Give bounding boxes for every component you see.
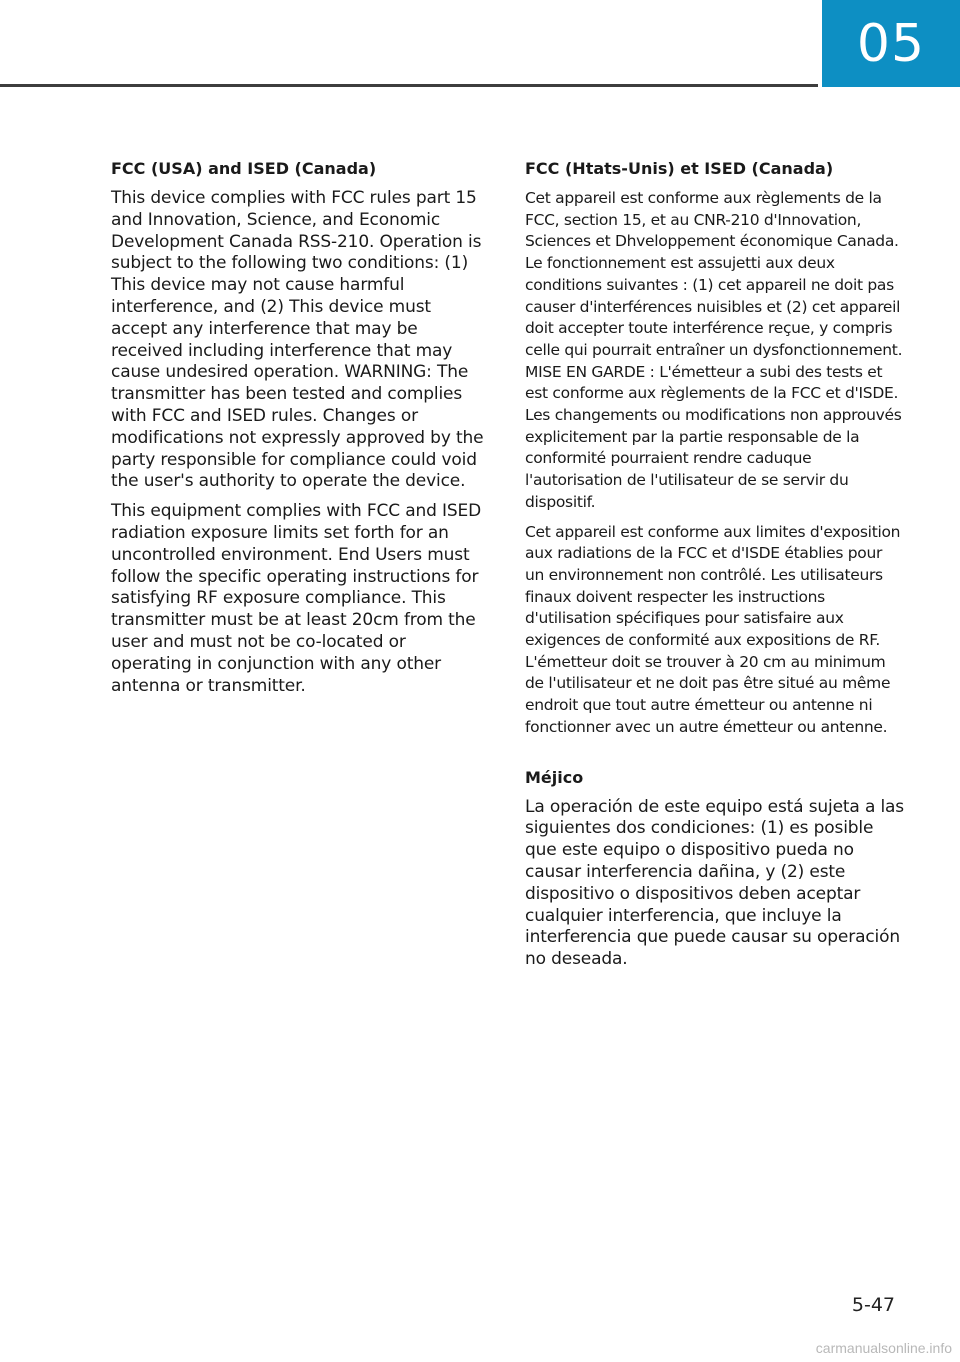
radiation-exposure-french-paragraph: Cet appareil est conforme aux limites d'exposition aux radiations de la FCC et d'ISDE établies pour un environnement non contrôlé. Les utilisateurs finaux doivent respecter les instructions d'utilisation spécifiques pour satisfaire aux exigences de conformité aux expositions de RF. L'émetteur doit se trouver à 20 cm au minimum de l'utilisateur et ne doit pas être situé au même endroit que tout autre émetteur ou antenne ni fonctionner avec un autre émetteur ou antenne. [525, 522, 901, 736]
fcc-ised-heading: FCC (USA) and ISED (Canada) [111, 159, 377, 178]
mexico-heading: Méjico [525, 767, 584, 787]
chapter-tab [822, 0, 960, 87]
section-gap [525, 747, 905, 767]
fcc-ised-french-heading: FCC (Htats-Unis) et ISED (Canada) [525, 159, 834, 178]
watermark-text: carmanualsonline.info [815, 1340, 952, 1356]
chapter-number: 05 [856, 13, 926, 74]
fcc-compliance-paragraph: This device complies with FCC rules part 15 and Innovation, Science, and Economic Development Canada RSS-210. Operation is subject to the following two conditions: (1) This device may not cause harmful interference, and (2) This device must accept any interference that may be received including interference that may cause undesired operation. WARNING: The transmitter has been tested and complies with FCC and ISED rules. Changes or modifications not expressly approved by the party responsible for compliance could void the user's authority to operate the device. [111, 188, 484, 492]
radiation-exposure-paragraph: This equipment complies with FCC and ISED radiation exposure limits set forth for an uncontrolled environment. End Users must follow the specific operating instructions for satisfying RF exposure compliance. This transmitter must be at least 20cm from the user and must not be co-located or operating in conjunction with any other antenna or transmitter. [111, 501, 482, 696]
header-rule [0, 84, 818, 87]
mexico-paragraph: La operación de este equipo está sujeta a las siguientes dos condiciones: (1) es posible que este equipo o dispositivo pueda no causar interferencia dañina, y (2) este dispositivo o dispositivos deben aceptar cualquier interferencia, que incluye la interferencia que puede causar su operación no deseada. [525, 796, 905, 970]
fcc-compliance-french-paragraph: Cet appareil est conforme aux règlements de la FCC, section 15, et au CNR-210 d'Innovation, Sciences et Dhveloppement économique Canada. Le fonctionnement est assujetti aux deux conditions suivantes : (1) cet appareil ne doit pas causer d'interférences nuisibles et (2) cet appareil doit accepter toute interférence reçue, y compris celle qui pourrait entraîner un dysfonctionnement. MISE EN GARDE : L'émetteur a subi des tests et est conforme aux règlements de la FCC et d'ISDE. Les changements ou modifications non approuvés explicitement par la partie responsable de la conformité pourraient rendre caduque l'autorisation de l'utilisateur de se servir du dispositif. [525, 189, 903, 511]
page-number: 5-47 [851, 1294, 895, 1316]
left-column [111, 158, 491, 705]
right-column [525, 158, 905, 979]
